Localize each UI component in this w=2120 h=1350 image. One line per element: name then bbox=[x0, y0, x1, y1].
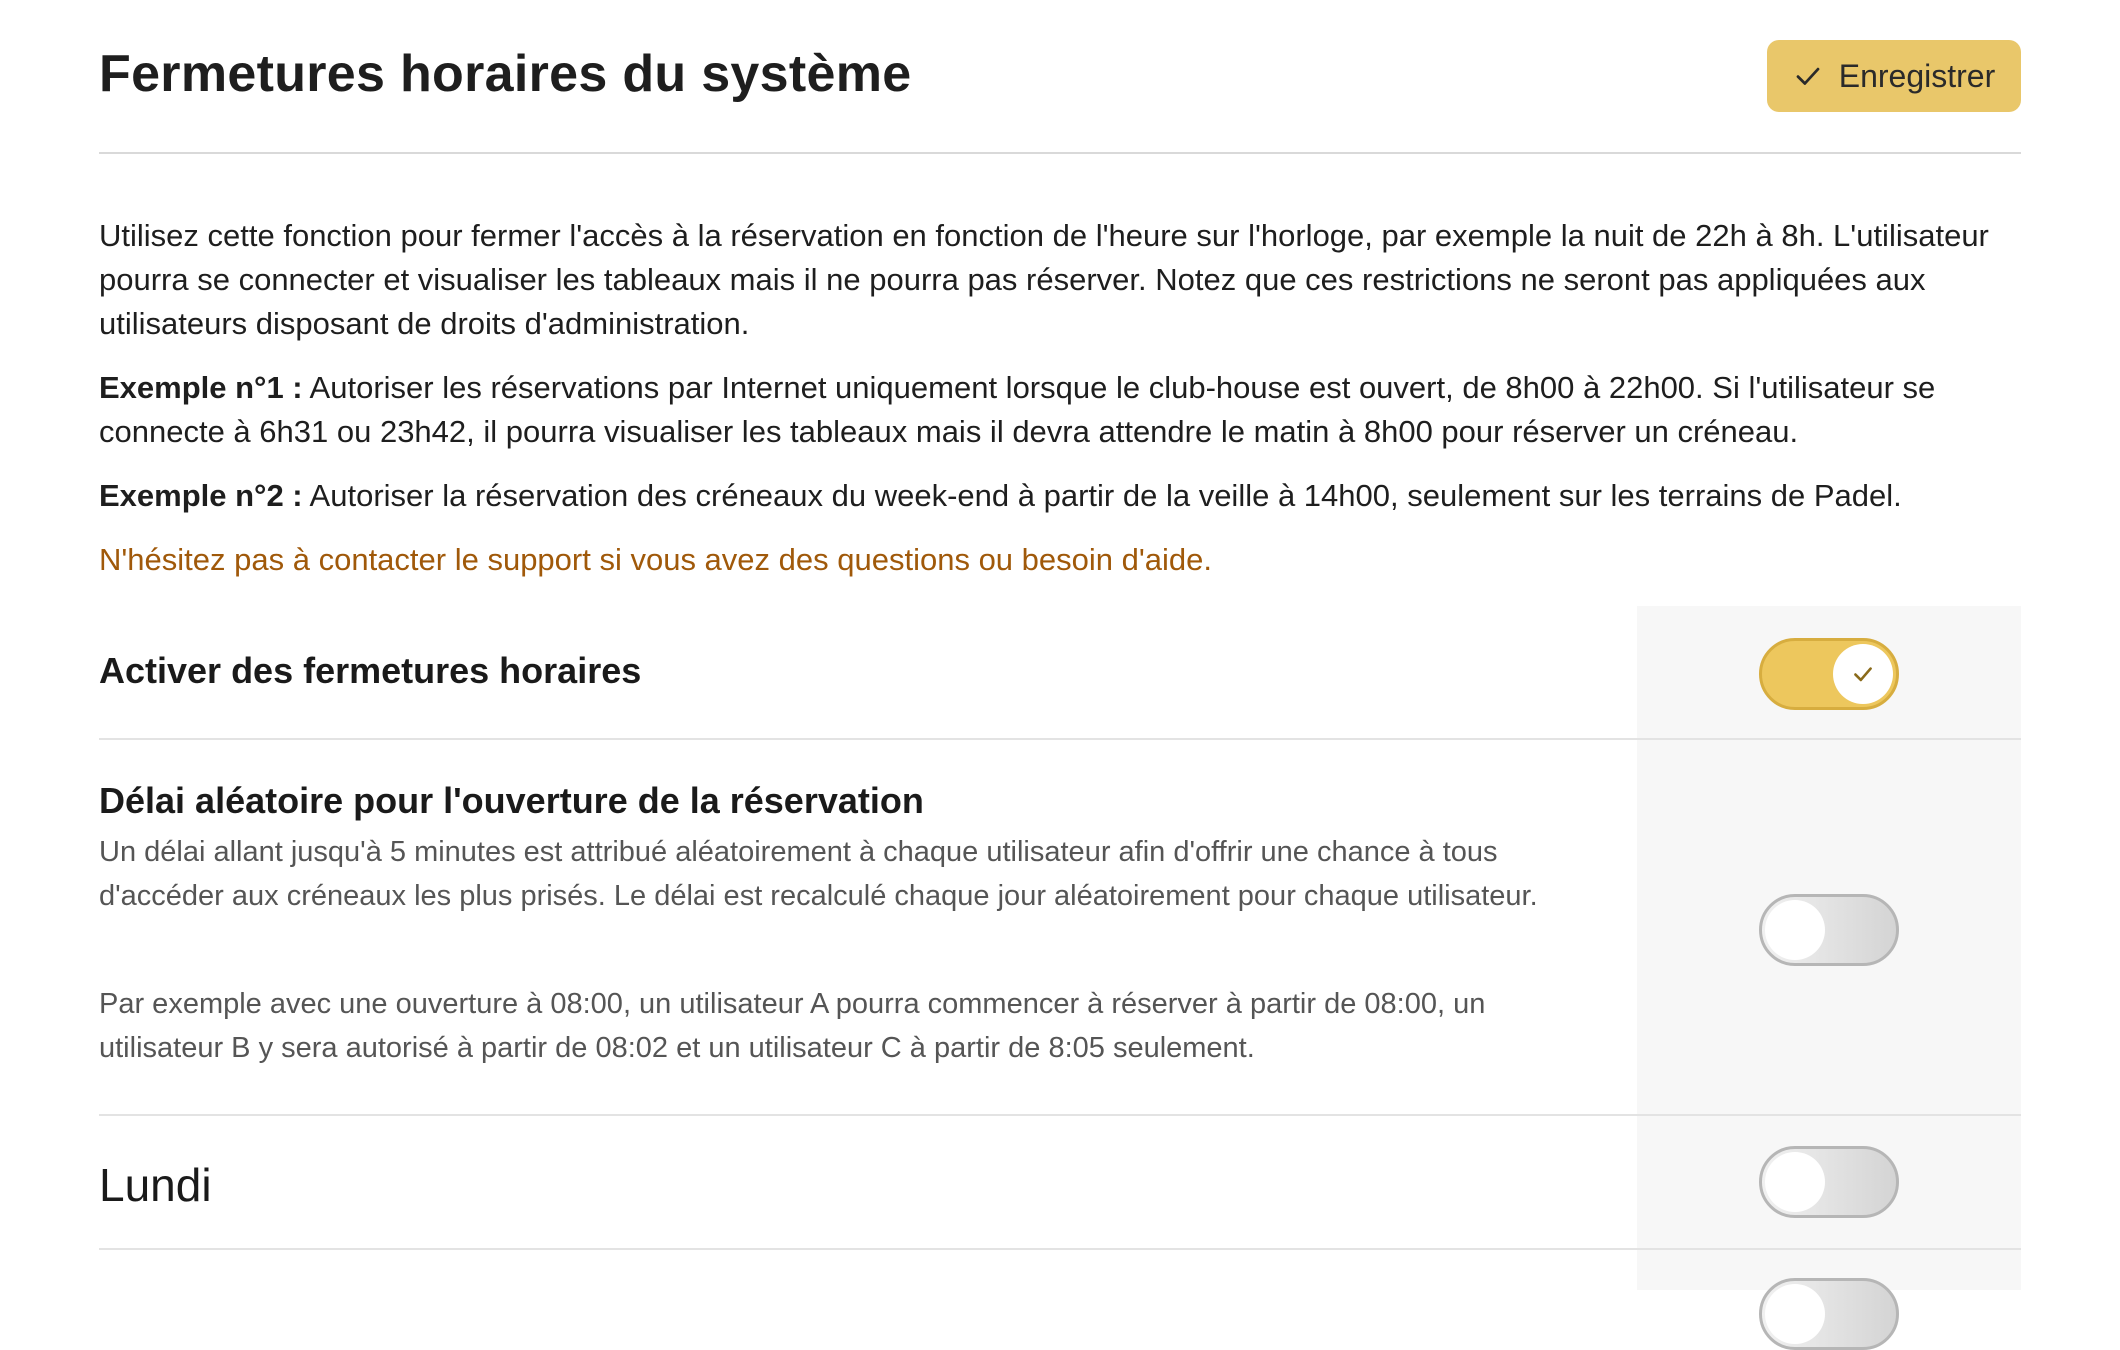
save-button[interactable] bbox=[1767, 40, 2021, 112]
random-delay-toggle[interactable] bbox=[1759, 894, 1899, 966]
random-delay-example: Par exemple avec une ouverture à 08:00, un utilisateur A pourra commencer à réserver à partir de 08:00, un utilisateur B y sera autorisé à partir de 08:02 et un utilisateur C à partir de 8:05 seulement. bbox=[99, 988, 1486, 1064]
save-button-label: Enregistrer bbox=[1838, 57, 1996, 94]
example-2-label: Exemple n°2 : bbox=[99, 478, 303, 513]
setting-row-next bbox=[99, 1250, 2021, 1290]
setting-row-monday bbox=[99, 1116, 2021, 1250]
intro-paragraph: Utilisez cette fonction pour fermer l'accès à la réservation en fonction de l'heure sur l'horloge, par exemple la nuit de 22h à 8h. L'utilisateur pourra se connecter et visualiser les tableaux mais il ne pourra pas réserver. Notez que ces restrictions ne seront pas appliquées aux utilisateurs disposant de droits d'administration. bbox=[99, 218, 1989, 341]
setting-label-random-delay: Délai aléatoire pour l'ouverture de la réservation bbox=[99, 780, 924, 821]
setting-label-enable: Activer des fermetures horaires bbox=[99, 650, 642, 691]
settings-list bbox=[99, 606, 2021, 1290]
support-line bbox=[99, 538, 2021, 582]
toggle-knob bbox=[1765, 900, 1825, 960]
setting-row-random-delay bbox=[99, 740, 2021, 1116]
intro-section bbox=[99, 214, 2021, 602]
check-icon bbox=[1793, 61, 1823, 91]
page bbox=[99, 0, 2021, 1280]
example-1-label: Exemple n°1 : bbox=[99, 370, 303, 405]
next-day-toggle[interactable] bbox=[1759, 1278, 1899, 1350]
random-delay-description: Un délai allant jusqu'à 5 minutes est attribué aléatoirement à chaque utilisateur afin d'offrir une chance à tous d'accéder aux créneaux les plus prisés. Le délai est recalculé chaque jour aléatoirement pour chaque utilisateur. bbox=[99, 836, 1538, 912]
example-1-text: Autoriser les réservations par Internet uniquement lorsque le club-house est ouvert, de 8h00 à 22h00. Si l'utilisateur se connecte à 6h31 ou 23h42, il pourra visualiser les tableaux mais il devra attendre le matin à 8h00 pour réserver un créneau. bbox=[99, 370, 1936, 449]
support-link[interactable]: N'hésitez pas à contacter le support si vous avez des questions ou besoin d'aide. bbox=[99, 542, 1213, 577]
enable-closures-toggle[interactable] bbox=[1759, 638, 1899, 710]
example-1 bbox=[99, 366, 2021, 454]
example-2-text: Autoriser la réservation des créneaux du week-end à partir de la veille à 14h00, seulement sur les terrains de Padel. bbox=[302, 478, 1902, 513]
page-header bbox=[99, 0, 2021, 154]
setting-label-monday: Lundi bbox=[99, 1159, 212, 1211]
example-2 bbox=[99, 474, 2021, 518]
monday-toggle[interactable] bbox=[1759, 1146, 1899, 1218]
setting-row-enable bbox=[99, 606, 2021, 740]
page-title: Fermetures horaires du système bbox=[99, 45, 912, 103]
toggle-knob bbox=[1833, 644, 1893, 704]
toggle-knob bbox=[1765, 1152, 1825, 1212]
check-icon bbox=[1850, 661, 1876, 687]
toggle-knob bbox=[1765, 1284, 1825, 1344]
